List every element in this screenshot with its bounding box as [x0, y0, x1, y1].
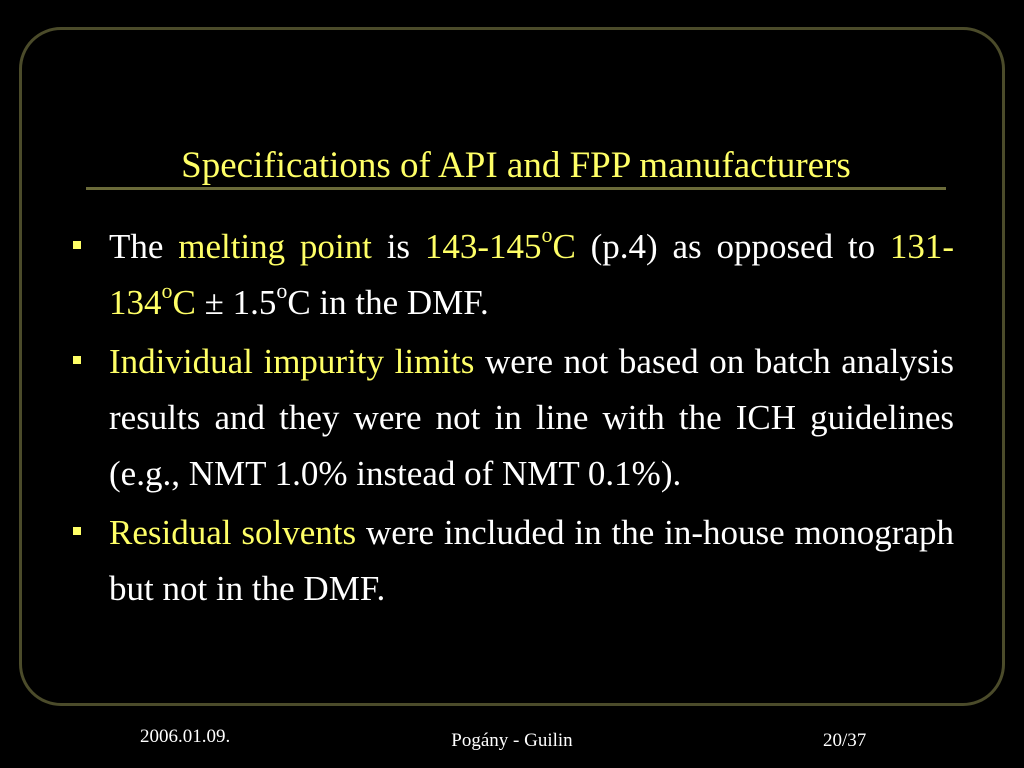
- degree-symbol: o: [276, 278, 288, 304]
- bullet-square-icon: [73, 241, 81, 249]
- bullet-text-segment: ± 1.5: [204, 283, 277, 322]
- slide-title: Specifications of API and FPP manufacturers: [181, 145, 851, 186]
- bullet-text-segment: were not based on batch analysis results and they were not in line with the ICH guidelines (e.g., NMT 1.0% instead of NMT 0.1%).: [109, 342, 954, 493]
- bullet-square-icon: [73, 527, 81, 535]
- bullet-text-segment: (p.4) as opposed to: [590, 227, 876, 266]
- bullet-text: [109, 219, 954, 331]
- bullet-list: [70, 219, 954, 620]
- bullet-item-residual-solvents: [70, 505, 954, 617]
- footer-author: Pogány - Guilin: [451, 730, 573, 751]
- highlight-residual-solvents: Residual solvents: [109, 513, 357, 552]
- bullet-text: [109, 505, 954, 617]
- bullet-item-impurity-limits: [70, 334, 954, 502]
- footer-date: 2006.01.09.: [140, 726, 231, 747]
- bullet-text-segment: The: [109, 227, 164, 266]
- bullet-text-segment: were included in the in-house monograph but not in the DMF.: [109, 513, 955, 608]
- bullet-item-melting-point: [70, 219, 954, 331]
- title-underline: [86, 187, 946, 190]
- highlight-melting-point: melting point: [178, 227, 372, 266]
- highlight-impurity-limits: Individual impurity limits: [109, 342, 475, 381]
- highlight-range-a: 143-145$^o$C: [424, 222, 576, 266]
- bullet-text-segment: C in the DMF.: [287, 283, 489, 322]
- bullet-text-segment: is: [386, 227, 411, 266]
- footer-page-number: 20/37: [823, 730, 867, 751]
- bullet-square-icon: [73, 356, 81, 364]
- highlight-range-b: 131-134$^o$C: [109, 227, 955, 322]
- bullet-text: [109, 334, 954, 502]
